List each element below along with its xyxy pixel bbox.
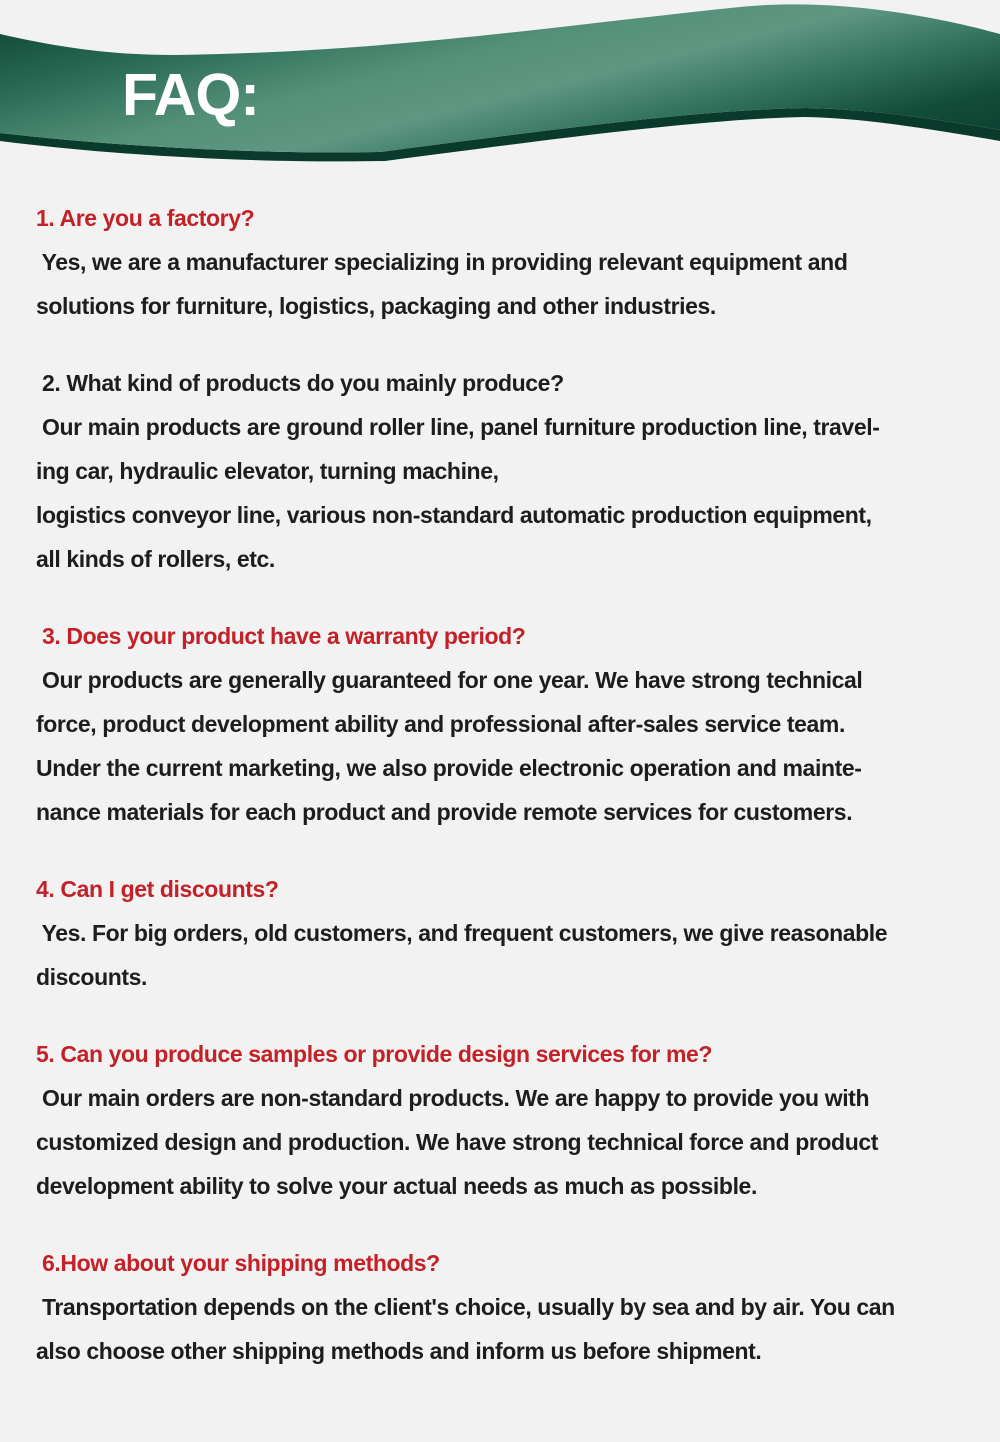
faq-answer-2-line-2: ing car, hydraulic elevator, turning machine, — [36, 458, 499, 484]
page-title: FAQ: — [122, 62, 259, 128]
faq-answer-1-line-2: solutions for furniture, logistics, packaging and other industries. — [36, 293, 716, 319]
faq-item-3 — [36, 614, 980, 834]
faq-answer-4-line-2: discounts. — [36, 964, 148, 990]
faq-answer-3-line-1: Our products are generally guaranteed for one year. We have strong technical — [36, 667, 863, 693]
faq-item-1 — [36, 196, 980, 328]
faq-answer-1-line-1: Yes, we are a manufacturer specializing in providing relevant equipment and — [36, 249, 848, 275]
faq-item-5 — [36, 1032, 980, 1208]
faq-question-2: 2. What kind of products do you mainly produce? — [36, 370, 564, 396]
faq-answer-5-line-2: customized design and production. We have strong technical force and product — [36, 1129, 879, 1155]
faq-question-5: 5. Can you produce samples or provide design services for me? — [36, 1041, 713, 1067]
faq-answer-2-line-1: Our main products are ground roller line, panel furniture production line, travel- — [36, 414, 880, 440]
faq-answer-2-line-4: all kinds of rollers, etc. — [36, 546, 275, 572]
faq-answer-5-line-1: Our main orders are non-standard products. We are happy to provide you with — [36, 1085, 870, 1111]
faq-answer-4-line-1: Yes. For big orders, old customers, and frequent customers, we give reasonable — [36, 920, 888, 946]
faq-question-1: 1. Are you a factory? — [36, 205, 255, 231]
faq-answer-3-line-2: force, product development ability and professional after-sales service team. — [36, 711, 845, 737]
faq-question-3: 3. Does your product have a warranty period? — [36, 623, 526, 649]
faq-list — [36, 196, 980, 1406]
faq-answer-6-line-1: Transportation depends on the client's choice, usually by sea and by air. You can — [36, 1294, 895, 1320]
faq-item-2 — [36, 361, 980, 581]
faq-answer-5-line-3: development ability to solve your actual needs as much as possible. — [36, 1173, 757, 1199]
faq-question-4: 4. Can I get discounts? — [36, 876, 279, 902]
faq-answer-3-line-3: Under the current marketing, we also provide electronic operation and mainte- — [36, 755, 862, 781]
faq-item-4 — [36, 867, 980, 999]
faq-answer-6-line-2: also choose other shipping methods and inform us before shipment. — [36, 1338, 762, 1364]
faq-question-6: 6.How about your shipping methods? — [36, 1250, 440, 1276]
faq-answer-3-line-4: nance materials for each product and provide remote services for customers. — [36, 799, 853, 825]
faq-answer-2-line-3: logistics conveyor line, various non-standard automatic production equipment, — [36, 502, 872, 528]
header-banner — [0, 0, 1000, 190]
faq-item-6 — [36, 1241, 980, 1373]
